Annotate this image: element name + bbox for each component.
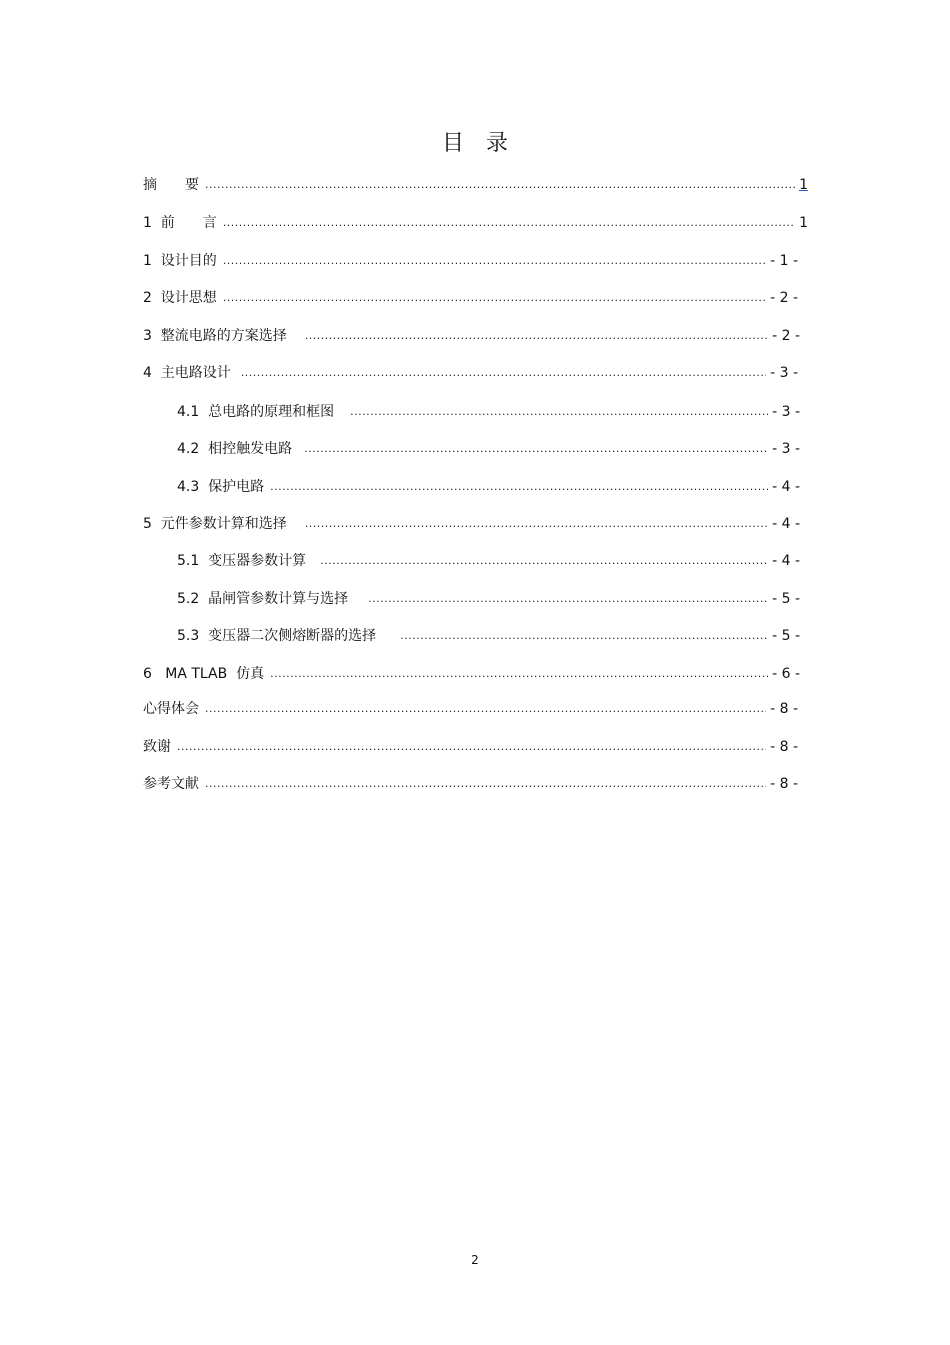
toc-leader-dots	[241, 364, 766, 382]
toc-entry-4-3[interactable]	[177, 478, 800, 496]
toc-entry-page: - 2 -	[770, 290, 798, 306]
toc-entry-design-idea[interactable]	[143, 289, 798, 307]
toc-entry-4-2[interactable]	[177, 440, 800, 458]
toc-leader-dots	[205, 700, 766, 718]
toc-leader-dots	[400, 627, 768, 645]
toc-entry-page: - 4 -	[772, 516, 800, 532]
toc-entry-label: 4.1 总电路的原理和框图	[177, 404, 335, 420]
toc-entry-page: - 2 -	[772, 328, 800, 344]
toc-leader-dots	[368, 590, 768, 608]
toc-entry-page: - 3 -	[770, 365, 798, 381]
toc-entry-label: 4.3 保护电路	[177, 479, 265, 495]
toc-entry-label: 摘 要	[143, 177, 199, 193]
toc-entry-page: - 8 -	[770, 776, 798, 792]
toc-entry-page: - 8 -	[770, 701, 798, 717]
toc-entry-label: 3 整流电路的方案选择	[143, 328, 287, 344]
toc-leader-dots	[320, 552, 768, 570]
toc-leader-dots	[270, 665, 768, 683]
toc-entry-page: - 3 -	[772, 404, 800, 420]
toc-entry-5-3[interactable]	[177, 627, 800, 645]
toc-leader-dots	[304, 440, 768, 458]
toc-entry-references[interactable]	[143, 775, 798, 793]
toc-leader-dots	[205, 775, 766, 793]
toc-leader-dots	[223, 214, 795, 232]
toc-entry-page: - 5 -	[772, 591, 800, 607]
toc-entry-page: - 8 -	[770, 739, 798, 755]
toc-entry-label: 致谢	[143, 739, 171, 755]
toc-entry-page: - 4 -	[772, 479, 800, 495]
toc-entry-rectifier-scheme[interactable]	[143, 327, 800, 345]
toc-entry-4-1[interactable]	[177, 403, 800, 421]
toc-entry-page: 1	[799, 215, 808, 231]
toc-entry-label: 4.2 相控触发电路	[177, 441, 293, 457]
toc-entry-matlab-simulation[interactable]	[143, 665, 800, 683]
toc-leader-dots	[305, 515, 768, 533]
toc-entry-label: 1 设计目的	[143, 253, 217, 269]
toc-entry-label: 5 元件参数计算和选择	[143, 516, 287, 532]
toc-entry-label: 5.2 晶闸管参数计算与选择	[177, 591, 349, 607]
toc-entry-label: 6 MA TLAB 仿真	[143, 666, 265, 682]
toc-leader-dots	[305, 327, 768, 345]
toc-entry-main-circuit[interactable]	[143, 364, 798, 382]
toc-leader-dots	[270, 478, 768, 496]
toc-leader-dots	[350, 403, 768, 421]
toc-leader-dots	[223, 289, 766, 307]
toc-leader-dots	[177, 738, 766, 756]
toc-entry-page: - 4 -	[772, 553, 800, 569]
toc-entry-label: 4 主电路设计	[143, 365, 231, 381]
toc-entry-abstract[interactable]	[143, 176, 808, 194]
toc-entry-page: - 5 -	[772, 628, 800, 644]
toc-entry-5-1[interactable]	[177, 552, 800, 570]
toc-entry-label: 参考文献	[143, 776, 199, 792]
toc-entry-design-purpose[interactable]	[143, 252, 798, 270]
toc-entry-page: - 6 -	[772, 666, 800, 682]
toc-entry-page-link[interactable]: 1	[799, 177, 808, 193]
toc-entry-label: 1 前 言	[143, 215, 217, 231]
toc-leader-dots	[223, 252, 766, 270]
toc-entry-reflections[interactable]	[143, 700, 798, 718]
toc-entry-label: 心得体会	[143, 701, 199, 717]
toc-entry-component-params[interactable]	[143, 515, 800, 533]
toc-entry-page: - 3 -	[772, 441, 800, 457]
toc-entry-label: 2 设计思想	[143, 290, 217, 306]
page-number: 2	[471, 1253, 479, 1267]
toc-title: 目 录	[441, 131, 508, 156]
toc-entry-label: 5.3 变压器二次侧熔断器的选择	[177, 628, 377, 644]
toc-entry-5-2[interactable]	[177, 590, 800, 608]
toc-entry-acknowledgement[interactable]	[143, 738, 798, 756]
toc-entry-label: 5.1 变压器参数计算	[177, 553, 307, 569]
toc-entry-preface[interactable]	[143, 214, 808, 232]
toc-leader-dots	[205, 176, 795, 194]
toc-entry-page: - 1 -	[770, 253, 798, 269]
